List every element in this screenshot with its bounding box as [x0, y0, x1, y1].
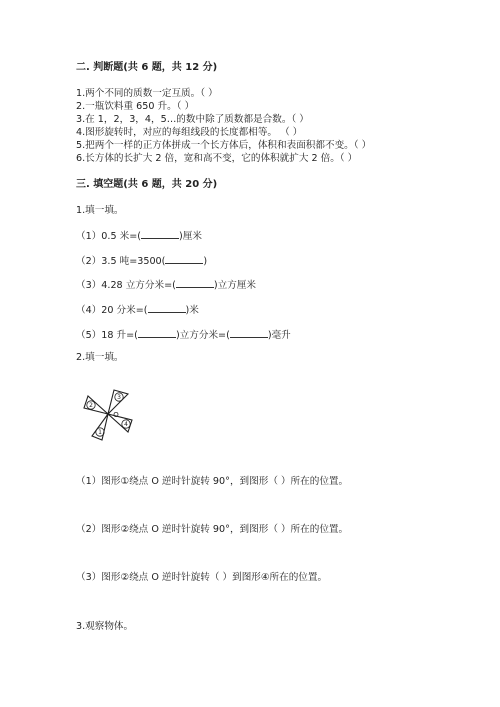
judge-question-6: 6.长方体的长扩大 2 倍，宽和高不变，它的体积就扩大 2 倍。（ ）: [76, 153, 358, 164]
fill-item-4: [76, 303, 199, 317]
fill-item-2-suffix: ): [203, 256, 208, 267]
rotation-question-2: （2）图形②绕点 O 逆时针旋转 90°，到图形（ ）所在的位置。: [76, 524, 349, 535]
answer-blank[interactable]: [176, 278, 214, 288]
rotation-question-1: （1）图形①绕点 O 逆时针旋转 90°，到图形（ ）所在的位置。: [76, 476, 349, 487]
triangle-2: [84, 396, 108, 414]
rotation-question-3: （3）图形②绕点 O 逆时针旋转（ ）到图形④所在的位置。: [76, 572, 328, 583]
answer-blank[interactable]: [141, 229, 179, 239]
center-point: [107, 413, 110, 416]
answer-blank[interactable]: [165, 254, 203, 264]
judge-question-4: 4.图形旋转时，对应的每组线段的长度都相等。 （ ）: [76, 127, 303, 138]
answer-blank[interactable]: [230, 328, 268, 338]
fill-item-2: [76, 254, 207, 268]
fill-item-4-suffix: )米: [185, 305, 199, 316]
fill-item-3-suffix: )立方厘米: [213, 280, 256, 291]
section-3-title: 三. 填空题(共 6 题，共 20 分): [76, 179, 218, 190]
label-1: 1: [98, 429, 102, 437]
label-4: 4: [124, 421, 128, 429]
judge-question-2: 2.一瓶饮料重 650 升。（ ）: [76, 101, 195, 112]
judge-question-3: 3.在 1，2，3，4，5…的数中除了质数都是合数。（ ）: [76, 114, 309, 125]
label-2: 2: [89, 402, 93, 410]
fill-item-3-prefix: （3）4.28 立方分米=(: [76, 280, 176, 291]
judge-question-5: 5.把两个一样的正方体拼成一个长方体后，体积和表面积都不变。（ ）: [76, 140, 372, 151]
fill-item-3: [76, 278, 256, 292]
fill-question-1-title: 1.填一填。: [76, 205, 124, 216]
fill-item-5-middle: )立方分米=(: [175, 330, 230, 341]
answer-blank[interactable]: [138, 328, 176, 338]
judge-question-1: 1.两个不同的质数一定互质。（ ）: [76, 88, 218, 99]
section-2-title: 二. 判断题(共 6 题，共 12 分): [76, 62, 218, 73]
fill-item-5: [76, 328, 291, 342]
triangle-4: [108, 414, 132, 432]
fill-item-5-suffix: )毫升: [267, 330, 291, 341]
fill-item-4-prefix: （4）20 分米=(: [76, 305, 148, 316]
fill-question-3-title: 3.观察物体。: [76, 621, 134, 632]
fill-item-5-prefix: （5）18 升=(: [76, 330, 138, 341]
fill-item-2-prefix: （2）3.5 吨=3500(: [76, 256, 166, 267]
rotation-figure: [78, 384, 142, 448]
fill-item-1: [76, 229, 202, 243]
fill-question-2-title: 2.填一填。: [76, 352, 124, 363]
answer-blank[interactable]: [148, 303, 186, 313]
fill-item-1-prefix: （1）0.5 米=(: [76, 231, 141, 242]
label-center-o: O: [113, 411, 119, 419]
label-3: 3: [117, 394, 121, 402]
fill-item-1-suffix: )厘米: [178, 231, 202, 242]
